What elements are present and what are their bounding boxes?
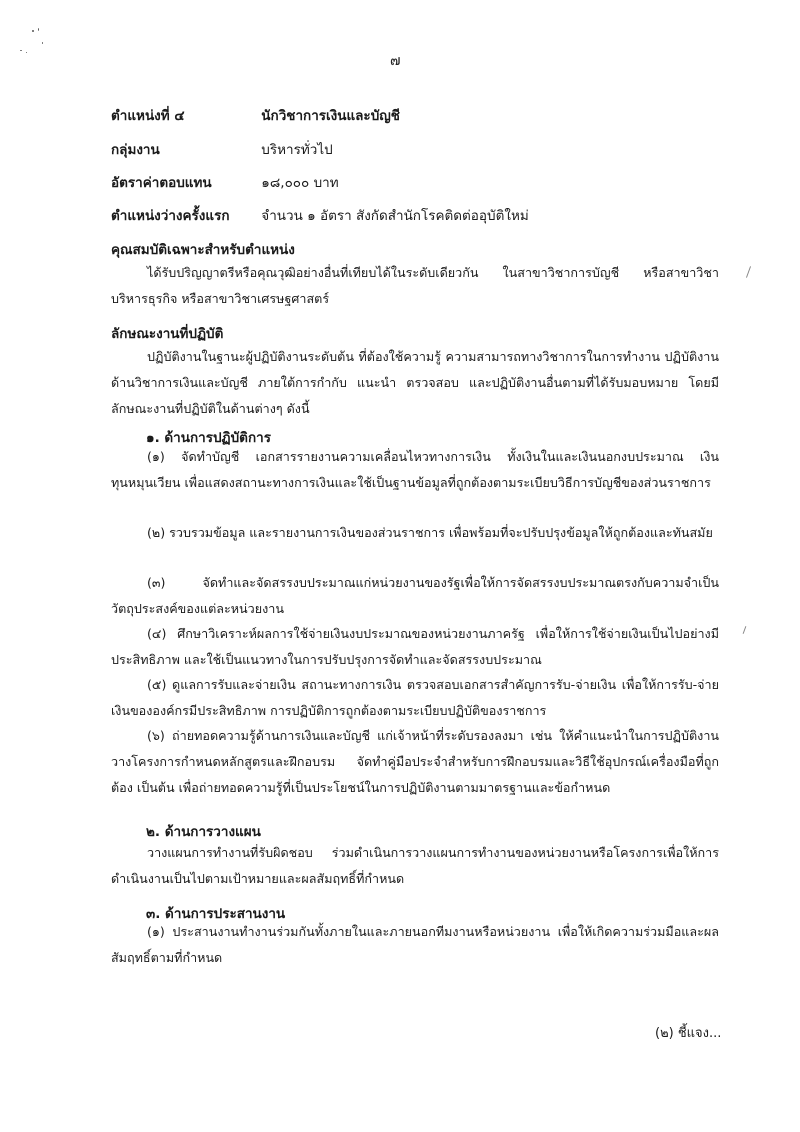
operations-item-2: (๒) รวบรวมข้อมูล และรายงานการเงินของส่วนราชการ เพื่อพร้อมที่จะปรับปรุงข้อมูลให้ถูกต้องและทันสมัย <box>147 525 713 540</box>
section-heading-operations: ๑. ด้านการปฏิบัติการ <box>146 430 271 446</box>
field-label: ตำแหน่งว่างครั้งแรก <box>111 208 230 224</box>
field-value: จำนวน ๑ อัตรา สังกัดสำนักโรคติดต่ออุบัติใหม่ <box>261 208 529 224</box>
field-value: บริหารทั่วไป <box>261 142 333 158</box>
qualifications-heading: คุณสมบัติเฉพาะสำหรับตำแหน่ง <box>111 242 295 258</box>
job-description-intro: ปฏิบัติงานในฐานะผู้ปฏิบัติงานระดับต้น ที่ต้องใช้ความรู้ ความสามารถทางวิชาการในการทำงาน ปฏิบัติงานด้านวิชาการเงินและบัญชี ภายใต้การกำกับ แนะนำ ตรวจสอบ และปฏิบัติงานอื่นตามที่ได้รับมอบหมาย โดยมีลักษณะงานที่ปฏิบัติในด้านต่างๆ ดังนี้ <box>111 349 719 416</box>
operations-item-6: (๖) ถ่ายทอดความรู้ด้านการเงินและบัญชี แก่เจ้าหน้าที่ระดับรองลงมา เช่น ให้คำแนะนำในการปฏิบัติงาน วางโครงการกำหนดหลักสูตรและฝึกอบรม จัดทำคู่มือประจำสำหรับการฝึกอบรมและวิธีใช้อุปกรณ์เครื่องมือที่ถูกต้อง เป็นต้น เพื่อถ่ายทอดความรู้ที่เป็นประโยชน์ในการปฏิบัติงานตามมาตรฐานและข้อกำหนด <box>111 728 719 795</box>
scan-specks <box>18 28 58 64</box>
field-position <box>111 106 400 126</box>
section-heading-coordination: ๓. ด้านการประสานงาน <box>146 906 286 922</box>
field-value: ๑๘,๐๐๐ บาท <box>261 175 339 191</box>
field-salary <box>111 173 339 193</box>
operations-item-3: (๓) จัดทำและจัดสรรงบประมาณแก่หน่วยงานของรัฐเพื่อให้การจัดสรรงบประมาณตรงกับความจำเป็นวัตถุประสงค์ของแต่ละหน่วยงาน <box>111 575 719 616</box>
margin-mark <box>743 626 747 634</box>
job-description-heading: ลักษณะงานที่ปฏิบัติ <box>111 326 224 342</box>
field-vacancy <box>111 206 529 226</box>
margin-mark <box>746 266 751 278</box>
operations-item-5: (๕) ดูแลการรับและจ่ายเงิน สถานะทางการเงิน ตรวจสอบเอกสารสำคัญการรับ-จ่ายเงิน เพื่อให้การรับ-จ่ายเงินขององค์กรมีประสิทธิภาพ การปฏิบัติการถูกต้องตามระเบียบปฏิบัติของราชการ <box>111 677 719 718</box>
operations-item-1: (๑) จัดทำบัญชี เอกสารรายงานความเคลื่อนไหวทางการเงิน ทั้งเงินในและเงินนอกงบประมาณ เงินทุนหมุนเวียน เพื่อแสดงสถานะทางการเงินและใช้เป็นฐานข้อมูลที่ถูกต้องตามระเบียบวิธีการบัญชีของส่วนราชการ <box>111 449 719 490</box>
field-label: ตำแหน่งที่ ๔ <box>111 108 185 124</box>
field-label: กลุ่มงาน <box>111 142 160 158</box>
planning-item-1: วางแผนการทำงานที่รับผิดชอบ ร่วมดำเนินการวางแผนการทำงานของหน่วยงานหรือโครงการเพื่อให้การดำเนินงานเป็นไปตามเป้าหมายและผลสัมฤทธิ์ที่กำหนด <box>111 845 719 886</box>
page-number: ๗ <box>390 53 401 69</box>
continuation-marker: (๒) ชี้แจง... <box>655 1026 722 1041</box>
operations-item-4: (๔) ศึกษาวิเคราะห์ผลการใช้จ่ายเงินงบประมาณของหน่วยงานภาครัฐ เพื่อให้การใช้จ่ายเงินเป็นไปอย่างมีประสิทธิภาพ และใช้เป็นแนวทางในการปรับปรุงการจัดทำและจัดสรรงบประมาณ <box>111 626 719 667</box>
section-heading-planning: ๒. ด้านการวางแผน <box>146 824 261 840</box>
field-work-group <box>111 140 333 160</box>
qualifications-text: ได้รับปริญญาตรีหรือคุณวุฒิอย่างอื่นที่เทียบได้ในระดับเดียวกัน ในสาขาวิชาการบัญชี หรือสาขาวิชาบริหารธุรกิจ หรือสาขาวิชาเศรษฐศาสตร์ <box>111 265 719 306</box>
coordination-item-1: (๑) ประสานงานทำงานร่วมกันทั้งภายในและภายนอกทีมงานหรือหน่วยงาน เพื่อให้เกิดความร่วมมือและผลสัมฤทธิ์ตามที่กำหนด <box>111 924 719 965</box>
field-label: อัตราค่าตอบแทน <box>111 175 212 191</box>
field-value: นักวิชาการเงินและบัญชี <box>261 108 400 124</box>
